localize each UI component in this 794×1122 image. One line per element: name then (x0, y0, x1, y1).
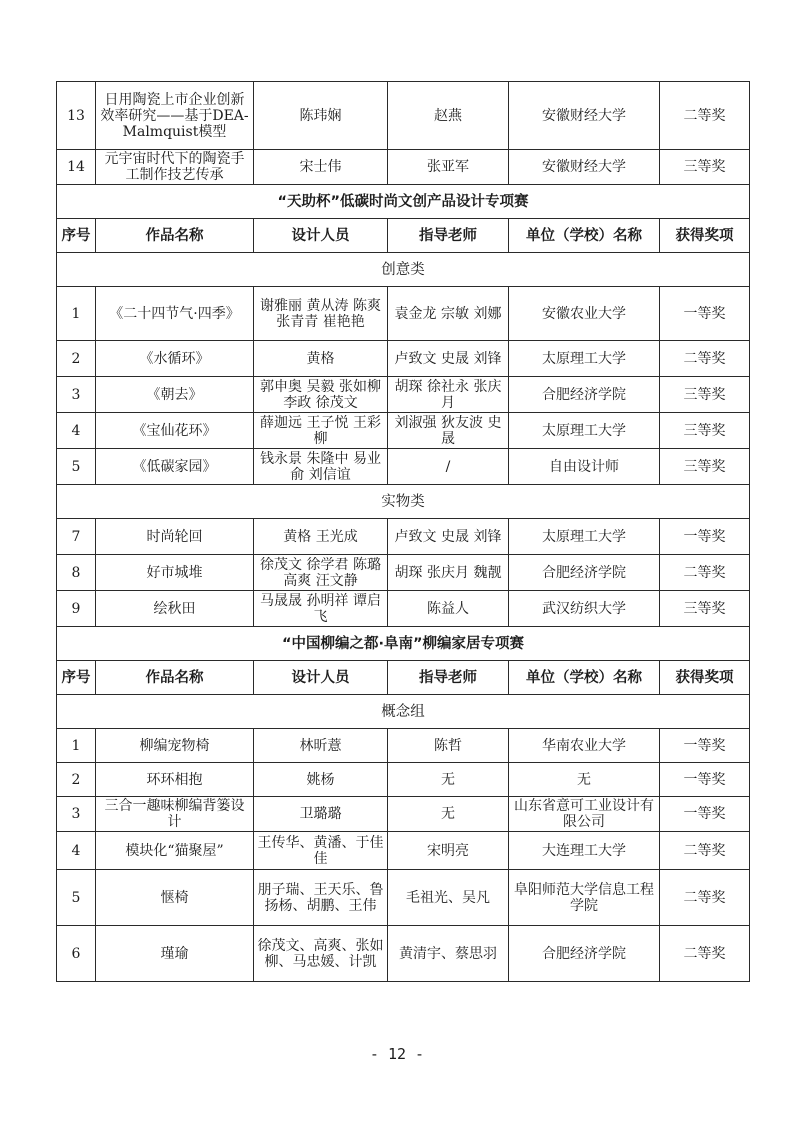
table-row (57, 150, 750, 185)
award-cell: 二等奖 (660, 555, 750, 591)
designer-cell: 陈玮娴 (254, 82, 388, 150)
award-cell: 三等奖 (660, 150, 750, 185)
table-row (57, 519, 750, 555)
header-advisor: 指导老师 (388, 219, 509, 253)
award-cell: 二等奖 (660, 870, 750, 926)
work-title-cell: 时尚轮回 (96, 519, 254, 555)
table-row (57, 413, 750, 449)
unit-cell: 合肥经济学院 (509, 377, 660, 413)
unit-cell: 阜阳师范大学信息工程学院 (509, 870, 660, 926)
work-title-cell: 《宝仙花环》 (96, 413, 254, 449)
section-title-row (57, 185, 750, 219)
header-work: 作品名称 (96, 219, 254, 253)
award-cell: 二等奖 (660, 341, 750, 377)
advisor-cell: 宋明亮 (388, 832, 509, 870)
serial-cell: 9 (57, 591, 96, 627)
serial-cell: 4 (57, 413, 96, 449)
work-title-cell: 瑾瑜 (96, 926, 254, 982)
header-advisor: 指导老师 (388, 661, 509, 695)
advisor-cell: 刘淑强 狄友波 史晟 (388, 413, 509, 449)
award-cell: 一等奖 (660, 797, 750, 832)
advisor-cell: 陈益人 (388, 591, 509, 627)
category-label: 概念组 (57, 695, 750, 729)
award-cell: 三等奖 (660, 413, 750, 449)
work-title-cell: 环环相抱 (96, 763, 254, 797)
category-row (57, 253, 750, 287)
serial-cell: 13 (57, 82, 96, 150)
award-cell: 三等奖 (660, 449, 750, 485)
award-cell: 三等奖 (660, 591, 750, 627)
table-row (57, 729, 750, 763)
unit-cell: 安徽农业大学 (509, 287, 660, 341)
header-award: 获得奖项 (660, 661, 750, 695)
award-cell: 二等奖 (660, 926, 750, 982)
designer-cell: 卫璐璐 (254, 797, 388, 832)
unit-cell: 合肥经济学院 (509, 926, 660, 982)
serial-cell: 8 (57, 555, 96, 591)
category-label: 实物类 (57, 485, 750, 519)
work-title-cell: 《朝去》 (96, 377, 254, 413)
unit-cell: 安徽财经大学 (509, 150, 660, 185)
header-designer: 设计人员 (254, 661, 388, 695)
designer-cell: 徐茂文 徐学君 陈璐 高爽 汪文静 (254, 555, 388, 591)
serial-cell: 4 (57, 832, 96, 870)
advisor-cell: 张亚军 (388, 150, 509, 185)
designer-cell: 谢雅丽 黄从涛 陈爽 张青青 崔艳艳 (254, 287, 388, 341)
advisor-cell: 胡琛 张庆月 魏靓 (388, 555, 509, 591)
work-title-cell: 《低碳家园》 (96, 449, 254, 485)
serial-cell: 3 (57, 377, 96, 413)
designer-cell: 朋子瑞、王天乐、鲁扬杨、胡鹏、王伟 (254, 870, 388, 926)
table-row (57, 832, 750, 870)
advisor-cell: 卢致文 史晟 刘锋 (388, 341, 509, 377)
work-title-cell: 惬椅 (96, 870, 254, 926)
unit-cell: 自由设计师 (509, 449, 660, 485)
serial-cell: 1 (57, 729, 96, 763)
header-serial: 序号 (57, 219, 96, 253)
unit-cell: 合肥经济学院 (509, 555, 660, 591)
advisor-cell: 袁金龙 宗敏 刘娜 (388, 287, 509, 341)
designer-cell: 钱永景 朱隆中 易业俞 刘信谊 (254, 449, 388, 485)
work-title-cell: 日用陶瓷上市企业创新效率研究——基于DEA-Malmquist模型 (96, 82, 254, 150)
serial-cell: 5 (57, 449, 96, 485)
unit-cell: 太原理工大学 (509, 341, 660, 377)
table-row (57, 591, 750, 627)
table-row (57, 287, 750, 341)
designer-cell: 黄格 (254, 341, 388, 377)
header-designer: 设计人员 (254, 219, 388, 253)
advisor-cell: 陈哲 (388, 729, 509, 763)
serial-cell: 1 (57, 287, 96, 341)
serial-cell: 2 (57, 763, 96, 797)
header-row (57, 219, 750, 253)
designer-cell: 王传华、黄潘、于佳佳 (254, 832, 388, 870)
serial-cell: 5 (57, 870, 96, 926)
section-title: “中国柳编之都·阜南”柳编家居专项赛 (57, 627, 750, 661)
advisor-cell: 胡琛 徐社永 张庆月 (388, 377, 509, 413)
designer-cell: 马晟晟 孙明祥 谭启飞 (254, 591, 388, 627)
designer-cell: 徐茂文、高爽、张如柳、马忠媛、计凯 (254, 926, 388, 982)
work-title-cell: 模块化“猫聚屋” (96, 832, 254, 870)
unit-cell: 太原理工大学 (509, 519, 660, 555)
unit-cell: 安徽财经大学 (509, 82, 660, 150)
advisor-cell: 卢致文 史晟 刘锋 (388, 519, 509, 555)
table-row (57, 926, 750, 982)
work-title-cell: 元宇宙时代下的陶瓷手工制作技艺传承 (96, 150, 254, 185)
table-row (57, 341, 750, 377)
designer-cell: 林昕薏 (254, 729, 388, 763)
section-title: “天助杯”低碳时尚文创产品设计专项赛 (57, 185, 750, 219)
header-row (57, 661, 750, 695)
work-title-cell: 绘秋田 (96, 591, 254, 627)
advisor-cell: 无 (388, 797, 509, 832)
award-cell: 二等奖 (660, 832, 750, 870)
award-cell: 一等奖 (660, 729, 750, 763)
page-number: - 12 - (369, 1045, 425, 1063)
header-serial: 序号 (57, 661, 96, 695)
designer-cell: 薛迦远 王子悦 王彩柳 (254, 413, 388, 449)
work-title-cell: 《二十四节气·四季》 (96, 287, 254, 341)
designer-cell: 宋士伟 (254, 150, 388, 185)
advisor-cell: 毛祖光、吴凡 (388, 870, 509, 926)
category-row (57, 485, 750, 519)
table-row (57, 449, 750, 485)
designer-cell: 姚杨 (254, 763, 388, 797)
serial-cell: 2 (57, 341, 96, 377)
serial-cell: 7 (57, 519, 96, 555)
work-title-cell: 好市城堆 (96, 555, 254, 591)
designer-cell: 黄格 王光成 (254, 519, 388, 555)
awards-table (56, 81, 750, 982)
table-row (57, 82, 750, 150)
table-row (57, 763, 750, 797)
advisor-cell: 黄清宇、蔡思羽 (388, 926, 509, 982)
award-cell: 一等奖 (660, 519, 750, 555)
serial-cell: 6 (57, 926, 96, 982)
award-cell: 三等奖 (660, 377, 750, 413)
header-unit: 单位（学校）名称 (509, 219, 660, 253)
table-row (57, 555, 750, 591)
table-row (57, 797, 750, 832)
designer-cell: 郭申奥 吴毅 张如柳 李政 徐茂文 (254, 377, 388, 413)
table-row (57, 870, 750, 926)
unit-cell: 无 (509, 763, 660, 797)
award-cell: 一等奖 (660, 763, 750, 797)
work-title-cell: 三合一趣味柳编背篓设计 (96, 797, 254, 832)
unit-cell: 大连理工大学 (509, 832, 660, 870)
advisor-cell: / (388, 449, 509, 485)
category-label: 创意类 (57, 253, 750, 287)
unit-cell: 山东省意可工业设计有限公司 (509, 797, 660, 832)
advisor-cell: 无 (388, 763, 509, 797)
serial-cell: 3 (57, 797, 96, 832)
work-title-cell: 柳编宠物椅 (96, 729, 254, 763)
section-title-row (57, 627, 750, 661)
table-row (57, 377, 750, 413)
award-cell: 一等奖 (660, 287, 750, 341)
unit-cell: 华南农业大学 (509, 729, 660, 763)
header-unit: 单位（学校）名称 (509, 661, 660, 695)
header-award: 获得奖项 (660, 219, 750, 253)
award-cell: 二等奖 (660, 82, 750, 150)
header-work: 作品名称 (96, 661, 254, 695)
work-title-cell: 《水循环》 (96, 341, 254, 377)
advisor-cell: 赵燕 (388, 82, 509, 150)
category-row (57, 695, 750, 729)
serial-cell: 14 (57, 150, 96, 185)
unit-cell: 太原理工大学 (509, 413, 660, 449)
unit-cell: 武汉纺织大学 (509, 591, 660, 627)
